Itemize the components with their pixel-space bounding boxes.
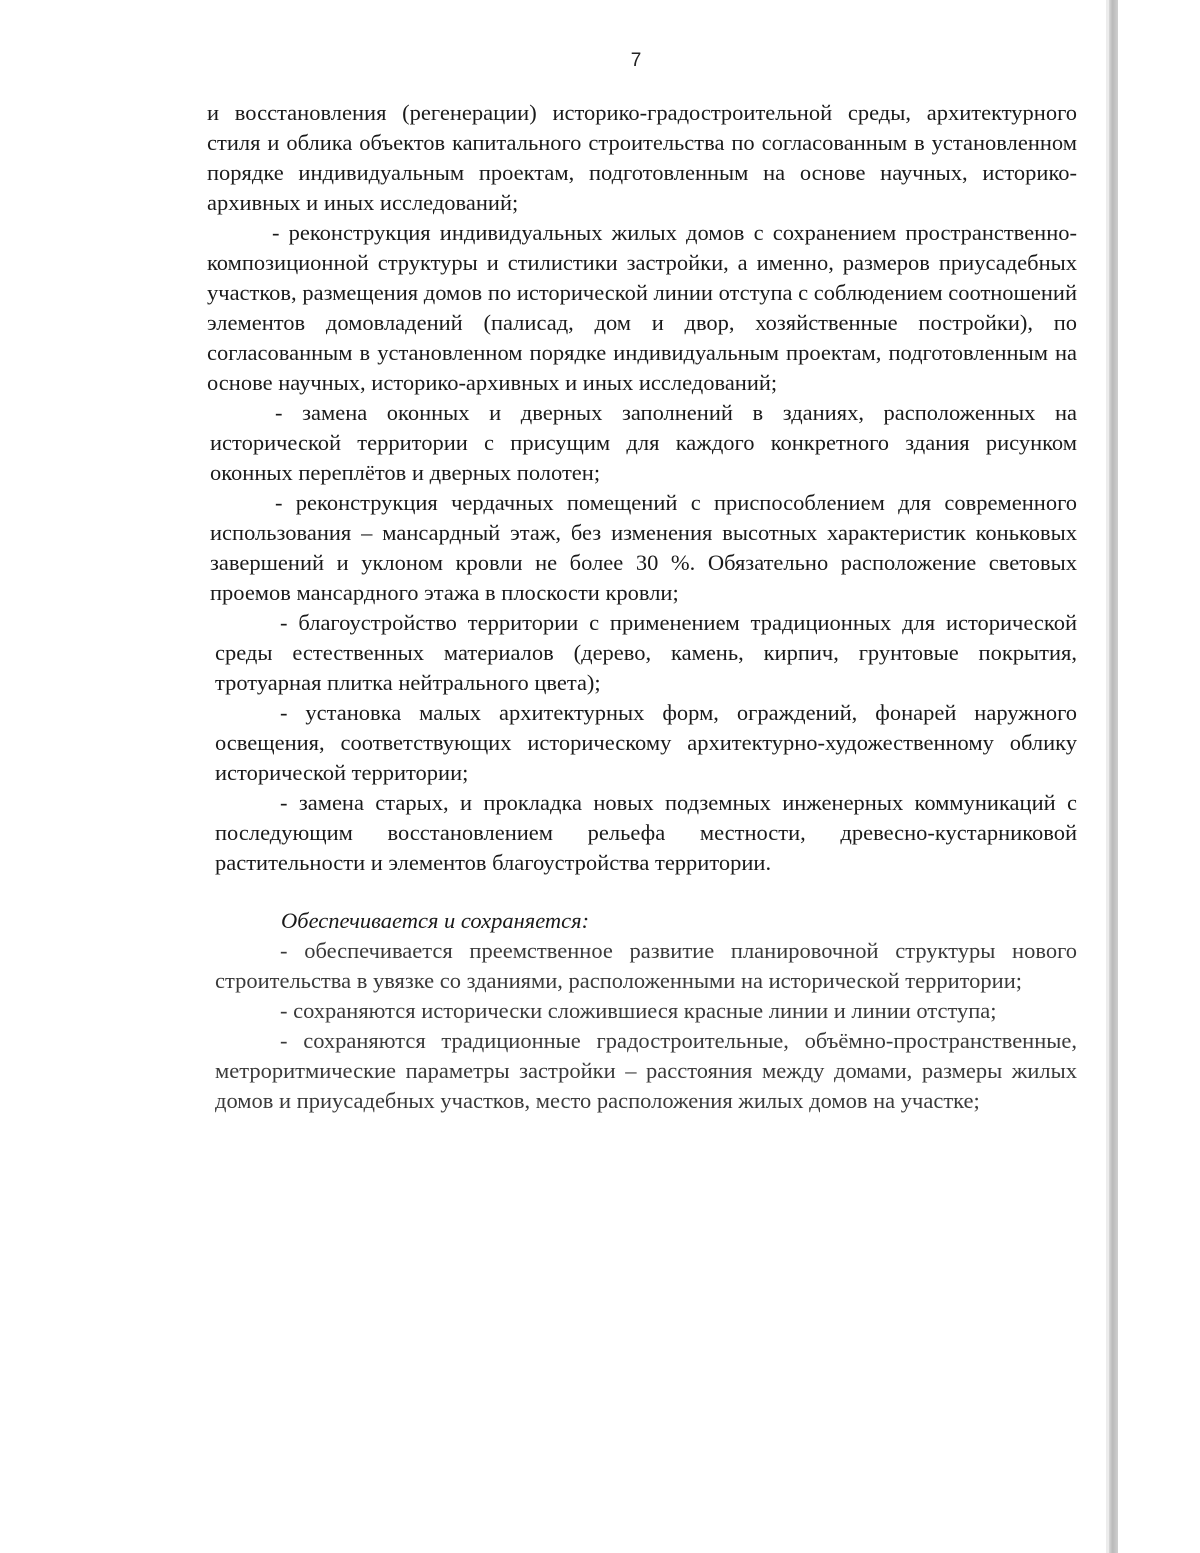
paragraph-attic: - реконструкция чердачных помещений с приспособлением для современного использования – мансардный этаж, без изменения высотных характеристик коньковых завершений и уклоном кровли не более 30 %. Обязательно расположение световых проемов мансардного этажа в плоскости кровли; <box>210 490 1077 605</box>
paragraph-continuation: и восстановления (регенерации) историко-градостроительной среды, архитектурного стиля и облика объектов капитального строительства по согласованным в установленном порядке индивидуальным проектам, подготовленным на основе научных, историко-архивных и иных исследований; <box>207 100 1077 215</box>
paragraph-red-lines: - сохраняются исторически сложившиеся красные линии и линии отступа; <box>280 998 997 1023</box>
page-number: 7 <box>630 50 642 71</box>
document-body <box>207 98 1077 1116</box>
paragraph-landscaping: - благоустройство территории с применением традиционных для исторической среды естественных материалов (дерево, камень, кирпич, грунтовые покрытия, тротуарная плитка нейтрального цвета); <box>215 610 1077 695</box>
scan-edge <box>1109 0 1118 1553</box>
paragraph-utilities: - замена старых, и прокладка новых подземных инженерных коммуникаций с последующим восстановлением рельефа местности, древесно-кустарниковой растительности и элементов благоустройства территории. <box>215 790 1077 875</box>
section-gap <box>207 878 1077 906</box>
paragraph-parameters: - сохраняются традиционные градостроительные, объёмно-пространственные, метроритмические параметры застройки – расстояния между домами, размеры жилых домов и приусадебных участков, место расположения жилых домов на участке; <box>215 1028 1077 1113</box>
paragraph-planning-structure: - обеспечивается преемственное развитие планировочной структуры нового строительства в увязке со зданиями, расположенными на исторической территории; <box>215 938 1077 993</box>
section-heading: Обеспечивается и сохраняется: <box>281 908 590 933</box>
paragraph-small-forms: - установка малых архитектурных форм, ограждений, фонарей наружного освещения, соответствующих историческому архитектурно-художественному облику исторической территории; <box>215 700 1077 785</box>
paragraph-windows-doors: - замена оконных и дверных заполнений в зданиях, расположенных на исторической территории с присущим для каждого конкретного здания рисунком оконных переплётов и дверных полотен; <box>210 400 1077 485</box>
paragraph-reconstruction-houses: - реконструкция индивидуальных жилых домов с сохранением пространственно-композиционной структуры и стилистики застройки, а именно, размеров приусадебных участков, размещения домов по исторической линии отступа с соблюдением соотношений элементов домовладений (палисад, дом и двор, хозяйственные постройки), по согласованным в установленном порядке индивидуальным проектам, подготовленным на основе научных, историко-архивных и иных исследований; <box>207 220 1077 395</box>
